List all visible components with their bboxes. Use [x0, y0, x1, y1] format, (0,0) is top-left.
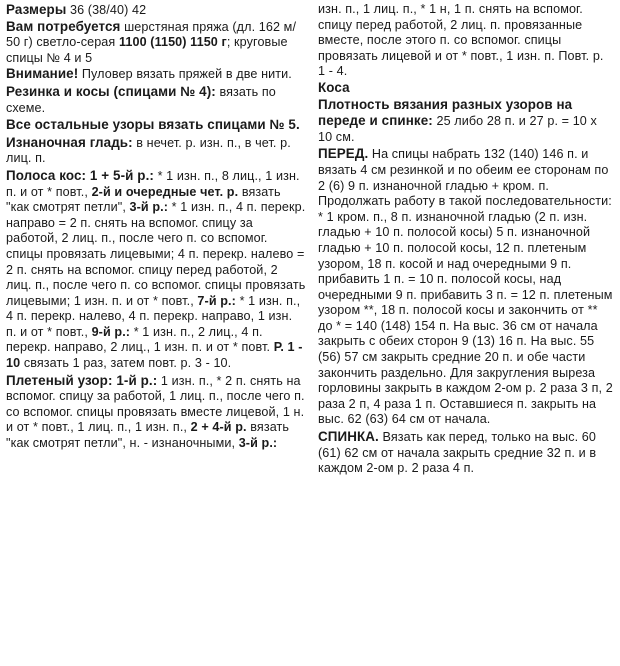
purl-label: Изнаночная гладь: [6, 134, 133, 150]
braid-row7-label: 7-й р.: [197, 293, 236, 308]
other-patterns-paragraph [6, 117, 306, 134]
back-paragraph [318, 429, 614, 477]
braid-repeat-text: связать 1 раз, затем повт. р. 3 - 10. [23, 356, 232, 371]
weave-paragraph [6, 373, 306, 452]
attention-paragraph [6, 66, 306, 83]
rib-paragraph [6, 84, 306, 116]
density-text: 25 либо 28 п. и 27 р. = 10 х 10 см. [318, 114, 597, 144]
purl-paragraph [6, 135, 306, 167]
braid-row1-text: * 1 изн. п., 8 лиц., 1 изн. п. и от * повт., [6, 168, 300, 199]
attention-label: Внимание! [6, 66, 79, 82]
weave-row2-text: вязать "как смотрят петли", н. - изнаночными, [6, 420, 290, 451]
purl-text: в нечет. р. изн. п., в чет. р. лиц. п. [6, 135, 291, 166]
back-text: Вязать как перед, только на выс. 60 (61) 62 см от начала закрыть средние 32 п. и в каждом 2-ом р. 2 раза 4 п. [318, 430, 597, 476]
materials-label: Вам потребуется [6, 18, 121, 34]
other-patterns-label: Все остальные узоры вязать спицами № 5. [6, 117, 300, 133]
braid-row2-label: 2-й и очередные чет. р. [91, 184, 239, 199]
materials-text: шерстяная пряжа (дл. 162 м/ 50 г) светло-серая [6, 19, 297, 50]
braid-row3-text: * 1 изн. п., 4 п. перекр. направо = 2 п. снять на вспомог. спицу за работой, 2 лиц. п., после чего п. со вспомог. спицы провязать лицевыми; 4 п. перекр. налево = 2 п. снять на вспомог. спицу перед работой, 2 лиц. п., после чего п. со вспомог. спицы провязать лицевыми; 1 изн. п. и от * повт., [6, 200, 306, 308]
kosa-label: Коса [318, 79, 350, 95]
front-paragraph [318, 146, 614, 428]
braid-strip-paragraph [6, 168, 306, 372]
materials-paragraph [6, 19, 306, 67]
front-text: На спицы набрать 132 (140) 146 п. и вязать 4 см резинкой и по обеим ее сторонам по 2 (6) 9 п. изнаночной гладью + кром. п. Продолжать работу в такой последовательности: * 1 кром. п., 8 п. изнаночной гладью (2 п. изн. гладью + 10 п. полосой косы) 5 п. изнаночной гладью + 10 п. полосой косы, 12 п. плетеным узором, 18 п. косой и над очередными 9 п. прибавить 1 п. = 10 п. полосой косы, над очередными 9 п. прибавить 3 п. = 12 п. плетеным узором **, 18 п. полосой косы и закончить от ** до * = 140 (148) 154 п. На выс. 36 см от начала закрыть с обеих сторон 9 (13) 16 п. На выс. 55 (56) 57 см закрыть средние 20 п. и обе части закончить раздельно. Для закругления выреза горловины закрыть в каждом 2-ом р. 2 раза 3 п, 2 раза 2 п, 4 раза 1 п. Оставшиеся п. закрыть на выс. 62 (63) 64 см от начала. [318, 147, 613, 427]
kosa-heading [318, 80, 614, 97]
braid-strip-label: Полоса кос: 1 + 5-й р.: [6, 167, 154, 183]
sizes-label: Размеры [6, 2, 67, 17]
braid-row9-label: 9-й р.: [91, 324, 131, 339]
braid-repeat-label: Р. 1 - 10 [6, 340, 303, 371]
needles-text: ; круговые спицы № 4 и 5 [6, 35, 288, 65]
density-paragraph [318, 97, 614, 146]
front-label: ПЕРЕД. [318, 146, 369, 162]
weave-label: Плетеный узор: 1-й р.: [6, 372, 158, 388]
back-label: СПИНКА. [318, 429, 379, 445]
left-column [6, 2, 306, 452]
braid-row2-text: вязать "как смотрят петли", [6, 184, 281, 215]
weave-row3-label: 3-й р.: [238, 436, 278, 451]
braid-row3-label: 3-й р.: [129, 200, 169, 215]
braid-row9-text: * 1 изн. п., 2 лиц., 4 п. перекр. направо, 2 лиц., 1 изн. п. и от * повт. [6, 324, 271, 355]
density-label: Плотность вязания разных узоров на переде и спинке: [318, 96, 573, 129]
attention-text: Пуловер вязать пряжей в две нити. [81, 67, 292, 82]
sizes-line [6, 2, 306, 19]
rib-label: Резинка и косы (спицами № 4): [6, 83, 216, 99]
right-column [318, 2, 614, 477]
weave-continuation-text: изн. п., 1 лиц. п., * 1 н, 1 п. снять на вспомог. спицу перед работой, 2 лиц. п. провязанные вместе, после этого п. со вспомог. спицы провязать лицевой и от * повт., 1 изн. п. Повт. р. 1 - 4. [318, 2, 604, 79]
sizes-value: 36 (38/40) 42 [69, 3, 147, 17]
rib-text: вязать по схеме. [6, 84, 276, 115]
weave-row2-label: 2 + 4-й р. [190, 420, 247, 435]
braid-row7-text: * 1 изн. п., 4 п. перекр. налево, 4 п. перекр. направо, 1 изн. п. и от * повт., [6, 293, 301, 339]
weave-row1-text: 1 изн. п., * 2 п. снять на вспомог. спицу за работой, 1 лиц. п., после чего п. со вспомог. спицы провязать вместе лицевой, 1 н. и от * повт., 1 лиц. п., 1 изн. п., [6, 373, 305, 435]
weave-continuation [318, 2, 614, 80]
yarn-amount: 1100 (1150) 1150 г [118, 35, 227, 50]
